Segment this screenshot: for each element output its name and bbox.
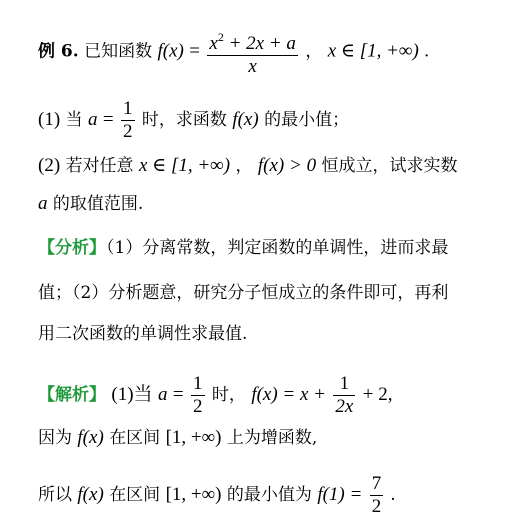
- analysis-line-2: 值；（2）分析题意，研究分子恒成立的条件即可，再利: [38, 283, 449, 303]
- example-label: 例 6.: [38, 41, 79, 62]
- equals-sign: =: [189, 40, 200, 62]
- half-fraction: $\frac{1}{2}$: [123, 98, 133, 142]
- example-statement: 例 6. 已知函数 f(x) = $\frac{x^2 + 2x + a}{x}$ ， x ∈ [1, +∞) .: [38, 26, 429, 78]
- part-2: (2) 若对任意 x ∈ [1, +∞) ， f(x) > 0 恒成立，试求实数: [38, 155, 458, 176]
- part-1-label: (1): [38, 109, 61, 130]
- part-1: (1) 当 a = $\frac{1}{2}$ 时，求函数 f(x) 的最小值；: [38, 98, 350, 142]
- solution-1-over-2x: $\frac{1}{2x}$: [335, 373, 354, 417]
- solution-line-3: 所以 f(x) 在区间 [1, +∞) 的最小值为 f(1) = $\frac{7}{2}$ .: [38, 473, 396, 517]
- analysis-line-3: 用二次函数的单调性求最值.: [38, 324, 248, 344]
- part-2-label: (2): [38, 155, 61, 176]
- seven-halves-fraction: $\frac{7}{2}$: [371, 473, 382, 517]
- analysis-tag: 【分析】: [38, 238, 106, 258]
- domain-expression: x ∈ [1, +∞): [327, 40, 419, 62]
- solution-tag: 【解析】: [38, 385, 106, 405]
- example-intro: 已知函数: [84, 41, 153, 62]
- solution-line-1: 【解析】 (1)当 a = $\frac{1}{2}$ 时， f(x) = x + $\frac{1}{2x}$ + 2,: [38, 373, 393, 417]
- part-2-cont: a 的取值范围.: [38, 193, 144, 214]
- analysis-line-1: 【分析】（1）分离常数，判定函数的单调性，进而求最: [38, 238, 449, 258]
- solution-line-2: 因为 f(x) 在区间 [1, +∞) 上为增函数,: [38, 427, 318, 448]
- function-fraction: $\frac{x^2 + 2x + a}{x}$: [209, 30, 296, 77]
- solution-half-fraction: $\frac{1}{2}$: [193, 373, 203, 417]
- function-name: f(x): [157, 40, 184, 62]
